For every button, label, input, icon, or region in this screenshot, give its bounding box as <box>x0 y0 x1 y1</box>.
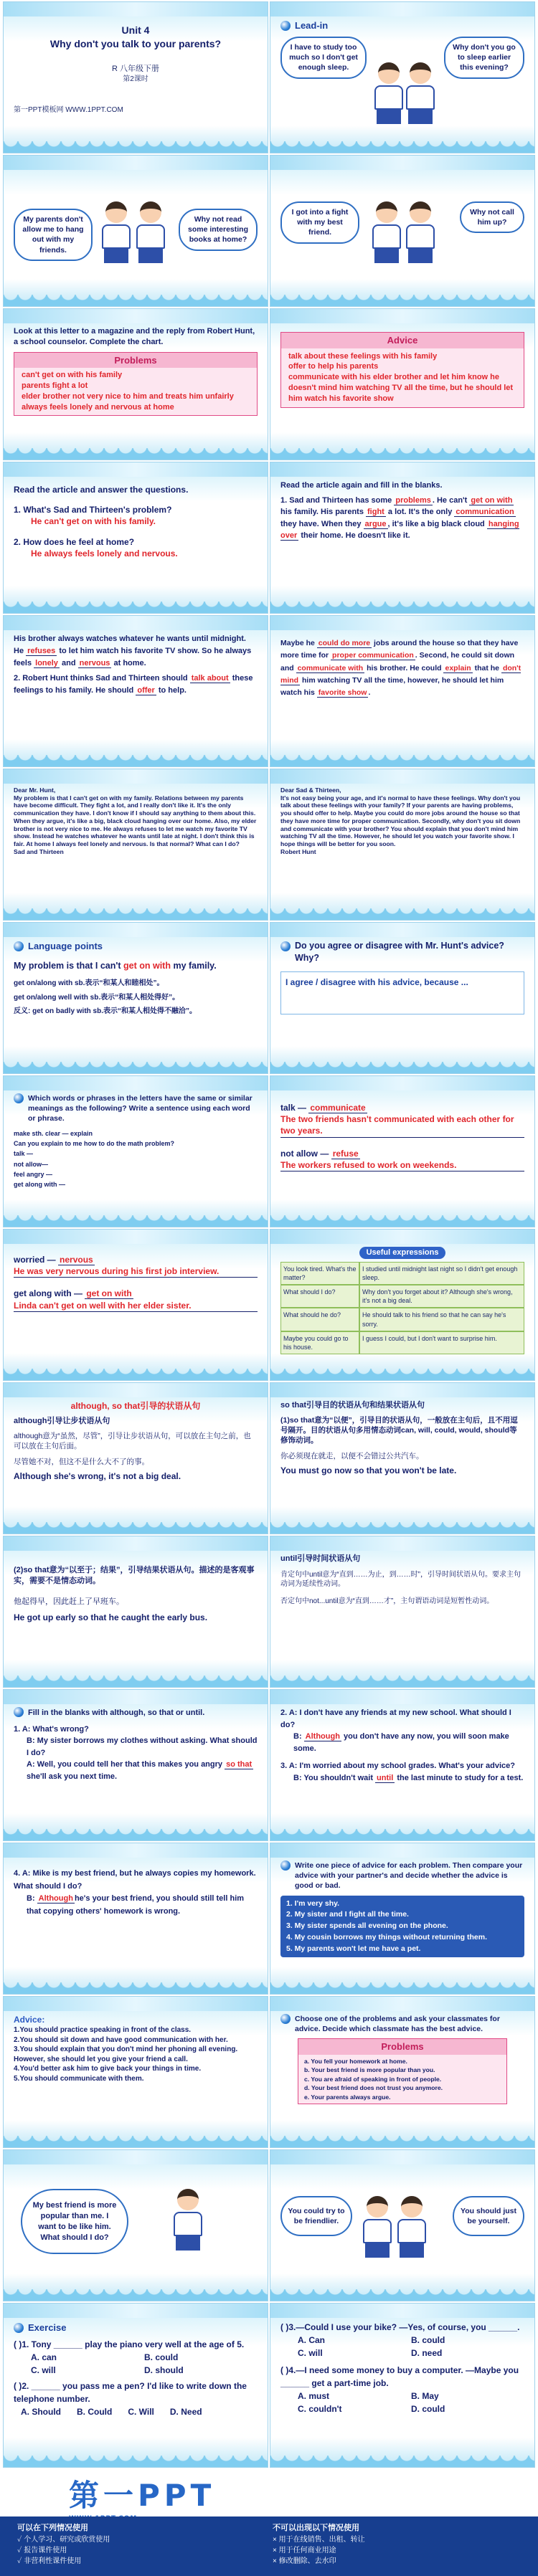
list-item: c. You are afraid of speaking in front of people. <box>304 2075 442 2083</box>
slide-advice-chart <box>270 308 535 460</box>
speech-bubble-right: Why not call him up? <box>460 201 524 233</box>
explanation: although意为“虽然，尽管”，引导让步状语从句，可以放在主句之前，也可以放在主句后面。 <box>14 1432 251 1451</box>
bullet-icon <box>280 2014 291 2024</box>
slide-exercise-fill-3 <box>3 1843 268 1995</box>
list-item: × 用于在线销售、出租、转让 <box>273 2535 365 2544</box>
slide-exercise-fill-2 <box>270 1689 535 1841</box>
list-item: make sth. clear — explain <box>14 1129 93 1137</box>
list-item: not allow— <box>14 1160 48 1168</box>
pair-talk: talk — communicate <box>280 1103 366 1113</box>
options-2 <box>21 2405 258 2418</box>
explanation-2: 否定句中not...until意为“直到……才”，主句谓语动词是短暂性动词。 <box>280 1597 494 1605</box>
slide-lead-in <box>270 1 535 153</box>
heading: Read the article again and fill in the blanks. <box>280 481 443 490</box>
pair-get-along: get along with — get on with <box>14 1288 132 1299</box>
list-item: e. Your parents always argue. <box>304 2093 391 2101</box>
list-item: 2. My sister and I fight all the time. <box>286 1910 409 1919</box>
slide-reply <box>270 769 535 921</box>
answer-2: He always feels lonely and nervous. <box>31 548 178 559</box>
table-cell: Why don't you forget about it? Although she's wrong, it's not a big deal. <box>359 1285 524 1308</box>
student-illustration <box>361 2196 394 2262</box>
slide-choose-problem <box>270 1996 535 2148</box>
explanation: (2)so that意为“以至于；结果”，引导结果状语从句。描述的是客观事实，需要不是情态动词。 <box>14 1566 255 1585</box>
slide-write-advice <box>270 1843 535 1995</box>
passage: His brother always watches whatever he wants until midnight. He refuses to let him watch his favorite TV show. So he always feels lonely and nervous at home. 2. Robert Hunt thinks Sad and Thirteen should talk about these feelings to his family. He should offer to help. <box>14 635 253 695</box>
speech-bubble-left: My parents don't allow me to hang out with my friends. <box>14 209 93 261</box>
slide-heading: although, so that引导的状语从句 <box>70 1401 201 1411</box>
table-cell: I studied until midnight last night so I didn't get enough sleep. <box>359 1262 524 1285</box>
slide-give-advice <box>270 2149 535 2301</box>
box-title: Problems <box>14 353 257 369</box>
lesson-title: Why don't you talk to your parents? <box>49 37 222 49</box>
list-item: 4. My cousin borrows my things without returning them. <box>286 1932 488 1941</box>
bullet-icon <box>14 941 24 951</box>
slide-heading: until引导时间状语从句 <box>280 1554 361 1563</box>
slide-so-that-2 <box>3 1536 268 1688</box>
table-cell: I guess I could, but I don't want to surprise him. <box>359 1331 524 1354</box>
sentence-1: He was very nervous during his first job interview. <box>14 1265 258 1278</box>
slide-language-points <box>3 922 268 1074</box>
options-4 <box>298 2390 524 2415</box>
example-cn: 尽管她不对，但这不是什么大不了的事。 <box>14 1458 149 1467</box>
box-title: Problems <box>298 2039 506 2055</box>
allowed-uses: 可以在下列情况使用 ✓ 个人学习、研究或欣赏使用 ✓ 报告课件使用 ✓ 非营利性课件使用 <box>17 2522 254 2567</box>
option[interactable]: C. Will <box>128 2406 154 2417</box>
example-en: Although she's wrong, it's not a big deal. <box>14 1470 181 1481</box>
list-item: Can you explain to me how to do the math problem? <box>14 1139 175 1147</box>
bullet-icon <box>280 941 291 951</box>
problems-box <box>14 352 258 416</box>
advice-box <box>280 332 524 408</box>
question-3: ( )3.—Could I use your bike? —Yes, of course, you ______. <box>280 2322 520 2332</box>
slide-useful-expressions <box>270 1229 535 1381</box>
student-illustration <box>372 62 405 128</box>
student-illustration <box>370 201 403 267</box>
unit-title: Unit 4 <box>121 24 150 36</box>
slide-so-that-1 <box>270 1382 535 1534</box>
dialogue-line: A: Well, you could tell her that this makes you angry so that she'll ask you next time. <box>27 1760 253 1781</box>
list-item: feel angry — <box>14 1171 53 1179</box>
question-2: ( )2. ______ you pass me a pen? I'd like to write down the telephone number. <box>14 2380 247 2404</box>
option[interactable]: B. could <box>144 2352 179 2362</box>
list-item: 2.You should sit down and have good communication with her. <box>14 2035 228 2044</box>
section-header: Lead-in <box>280 19 524 32</box>
option[interactable]: A. Can <box>298 2335 326 2345</box>
grade-label: R 八年级下册 <box>112 64 159 73</box>
option[interactable]: A. must <box>298 2391 330 2401</box>
slide-fill-blanks-2 <box>3 615 268 767</box>
instruction-text: Choose one of the problems and ask your classmates for advice. Decide which classmate has the best advice. <box>280 2014 524 2034</box>
list-item: 1. I'm very shy. <box>286 1898 340 1908</box>
ppt-logo: 第一PPT <box>69 2478 216 2513</box>
dialogue-line: B: You shouldn't wait until the last minute to study for a test. <box>293 1773 524 1782</box>
bullet-icon <box>14 2323 24 2333</box>
student-illustration <box>100 201 133 267</box>
option[interactable]: A. Should <box>21 2406 61 2417</box>
site-label: 第一PPT模板网 WWW.1PPT.COM <box>14 106 123 115</box>
slide-fill-blanks-1 <box>270 462 535 614</box>
explanation: (1)so that意为“以便”，引导目的状语从句，一般放在主句后，且不用逗号隔开。目的状语从句多用情态动词can, will, could, would, should等修饰动词。 <box>280 1415 518 1445</box>
list-item: 4.You'd better ask him to give back your things in time. <box>14 2065 202 2073</box>
slide-exercise-1 <box>3 2303 268 2468</box>
option[interactable]: B. could <box>411 2335 445 2345</box>
slide-heading: so that引导目的状语从句和结果状语从句 <box>280 1401 425 1410</box>
table-cell: Maybe you could go to his house. <box>280 1331 359 1354</box>
slide-advice-answers <box>3 1996 268 2148</box>
list-item: communicate with his elder brother and let him know he doesn't mind him watching TV all the time, but he should let him watch his favorite show <box>288 373 514 403</box>
example-cn: 他起得早，因此赶上了早班车。 <box>14 1597 124 1606</box>
list-item: elder brother not very nice to him and treats him unfairly <box>22 391 234 401</box>
dialogue-line: B: Although you don't have any now, you will soon make some. <box>293 1732 509 1753</box>
option[interactable]: C. couldn't <box>298 2404 342 2414</box>
lesson-label: 第2课时 <box>123 75 148 83</box>
slide-dialogue-3 <box>270 155 535 307</box>
student-illustration <box>404 201 437 267</box>
dialogue-line: 2. A: I don't have any friends at my new school. What should I do? <box>280 1708 511 1729</box>
box-title: Advice <box>281 333 524 348</box>
student-illustration <box>395 2196 428 2262</box>
options-3 <box>298 2334 524 2359</box>
reply-text: Dear Sad & Thirteen, It's not easy being your age, and it's normal to have these feelings. Why don't you talk about these feelings with your family? If your parents are having problems, you should offer to help. Maybe you could do more jobs around the house so that they have more time for proper communication. Secondly, why don't you sit down and communicate with your brother? You should explain that you don't mind him watching TV all the time. However, he should let you watch your favorite show. I hope things will be better for you soon. Robert Hunt <box>280 786 521 855</box>
option[interactable]: C. will <box>298 2348 323 2358</box>
list-item: ✓ 报告课件使用 <box>17 2546 67 2554</box>
letter-text: Dear Mr. Hunt, My problem is that I can't get on with my family. Relations between my parents have become difficult. They fight a lot, and I really don't like it. It's the only communication they have. I don't know if I should say anything to them about this. When they argue, it's like a big, black cloud hanging over our home. Also, my elder brother is not very nice to me. He always refuses to let me watch my favorite TV show. Instead he watches whatever he wants until late at night. I don't think this is fair. At home I always feel lonely and nervous. Is that normal? What can I do? Sad and Thirteen <box>14 786 257 855</box>
slide-synonyms-answers-1 <box>270 1075 535 1227</box>
license-panel <box>0 2516 538 2576</box>
question-1: ( )1. Tony ______ play the piano very well at the age of 5. <box>14 2339 245 2349</box>
problems-box <box>298 2038 507 2104</box>
instruction-text: Which words or phrases in the letters have the same or similar meanings as the following? Write a sentence using each word or phrase. <box>14 1093 258 1124</box>
option[interactable]: D. Need <box>169 2406 202 2417</box>
options-1 <box>31 2351 258 2377</box>
list-item: ✓ 个人学习、研究或欣赏使用 <box>17 2535 110 2544</box>
subheading: although引导让步状语从句 <box>14 1417 110 1426</box>
slide-synonyms-answers-2 <box>3 1229 268 1381</box>
student-illustration <box>404 62 437 128</box>
slide-exercise-fill-1 <box>3 1689 268 1841</box>
instruction-text: Look at this letter to a magazine and the reply from Robert Hunt, a school counselor. Complete the chart. <box>14 327 255 346</box>
option[interactable]: C. will <box>31 2364 56 2375</box>
heading: Read the article and answer the questions. <box>14 485 189 495</box>
list-item: offer to help his parents <box>288 362 379 371</box>
slide-although <box>3 1382 268 1534</box>
list-item: can't get on with his family <box>22 371 123 380</box>
note-1: get on/along with sb.表示“和某人和睦相处”。 <box>14 979 164 988</box>
slide-problems-chart <box>3 308 268 460</box>
slide-discussion <box>270 922 535 1074</box>
expressions-table <box>280 1262 524 1354</box>
slide-title <box>3 1 268 153</box>
note-3: 反义: get on badly with sb.表示“和某人相处得不融洽”。 <box>14 1007 197 1016</box>
dialogue-line: 1. A: What's wrong? <box>14 1724 89 1734</box>
list-item: 1.You should practice speaking in front of the class. <box>14 2026 192 2035</box>
slide-until <box>270 1536 535 1688</box>
list-item: 5. My parents won't let me have a pet. <box>286 1944 421 1953</box>
list-item: talk about these feelings with his family <box>288 351 438 361</box>
speech-bubble-left: You could try to be friendlier. <box>280 2196 352 2236</box>
sentence-1: The two friends hasn't communicated with each other for two years. <box>280 1113 524 1137</box>
student-illustration <box>134 201 167 267</box>
example-en: He got up early so that he caught the early bus. <box>14 1612 208 1622</box>
bullet-icon <box>280 21 291 31</box>
answer-1: He can't get on with his family. <box>31 516 156 527</box>
list-item: 3. My sister spends all evening on the phone. <box>286 1921 448 1931</box>
example-en: You must go now so that you won't be late. <box>280 1465 457 1475</box>
sentence-2: The workers refused to work on weekends. <box>280 1159 524 1171</box>
problem-list <box>280 1896 524 1958</box>
table-cell: What should he do? <box>280 1308 359 1331</box>
table-cell: He should talk to his friend so that he can say he's sorry. <box>359 1308 524 1331</box>
key-sentence: My problem is that I can't get on with my family. <box>14 960 217 971</box>
dialogue-line: 4. A: Mike is my best friend, but he always copies my homework. What should I do? <box>14 1869 256 1891</box>
slide-exercise-2 <box>270 2303 535 2468</box>
bullet-icon <box>14 1707 24 1717</box>
bullet-icon <box>14 1093 24 1103</box>
option[interactable]: B. May <box>411 2391 439 2401</box>
instruction-text: Write one piece of advice for each problem. Then compare your advice with your partner's and decide whether the advice is good or bad. <box>280 1860 524 1891</box>
list-item: × 修改删除、去水印 <box>273 2557 336 2565</box>
list-item: × 用于任何商业用途 <box>273 2546 336 2554</box>
pair-not-allow: not allow — refuse <box>280 1148 359 1159</box>
table-title: Useful expressions <box>359 1247 446 1259</box>
pair-worried: worried — nervous <box>14 1255 93 1265</box>
slide-letter <box>3 769 268 921</box>
slide-ask-advice <box>3 2149 268 2301</box>
slide-questions <box>3 462 268 614</box>
example-cn: 你必须现在就走，以便不会错过公共汽车。 <box>280 1452 424 1461</box>
slide-synonyms <box>3 1075 268 1227</box>
list-item: d. Your best friend does not trust you anymore. <box>304 2084 443 2092</box>
option[interactable]: A. can <box>31 2352 57 2362</box>
list-item: ✓ 非营利性课件使用 <box>17 2557 82 2565</box>
list-item: b. Your best friend is more popular than you. <box>304 2066 435 2074</box>
slide-heading: Advice: <box>14 2015 45 2025</box>
note-2: get on/along well with sb.表示“和某人相处得好”。 <box>14 993 180 1002</box>
discussion-question: Do you agree or disagree with Mr. Hunt's advice? Why? <box>280 940 524 964</box>
explanation-1: 肯定句中until意为“直到……为止，到……时”，引导时间状语从句。要求主句动词为延续性动词。 <box>280 1570 522 1589</box>
speech-bubble: My best friend is more popular than me. I want to be like him. What should I do? <box>21 2189 128 2254</box>
table-cell: What should I do? <box>280 1285 359 1308</box>
list-item: a. You fell your homework at home. <box>304 2057 407 2065</box>
speech-bubble-left: I have to study too much so I don't get enough sleep. <box>280 37 367 79</box>
list-item: 5.You should communicate with them. <box>14 2074 144 2083</box>
list-item: get along with — <box>14 1181 65 1189</box>
passage: 1. Sad and Thirteen has some problems . He can't get on with his family. His parents fight a lot. It's the only communication they have. When they argue , it's like a big black cloud hanging over their home. He doesn't like it. <box>280 495 519 540</box>
list-item: parents fight a lot <box>22 381 88 391</box>
dialogue-line: B: My sister borrows my clothes without asking. What should I do? <box>27 1736 258 1757</box>
question-2: 2. How does he feel at home? <box>14 536 135 547</box>
sentence-2: Linda can't get on well with her elder sister. <box>14 1300 258 1312</box>
list-item: always feels lonely and nervous at home <box>22 402 174 412</box>
bullet-icon <box>280 1860 291 1871</box>
speech-bubble-left: I got into a fight with my best friend. <box>280 201 359 244</box>
speech-bubble-right: Why don't you go to sleep earlier this evening? <box>444 37 524 79</box>
disallowed-uses: 不可以出现以下情况使用 × 用于在线销售、出租、转让 × 用于任何商业用途 × 修改删除、去水印 <box>273 2522 516 2567</box>
table-cell: You look tired. What's the matter? <box>280 1262 359 1285</box>
question-4: ( )4.—I need some money to buy a computer. —Maybe you ______ get a part-time job. <box>280 2365 519 2388</box>
list-item: talk — <box>14 1150 34 1158</box>
speech-bubble-right: Why not read some interesting books at home? <box>179 209 258 251</box>
dialogue-line: B: Although he's your best friend, you should still tell him that copying others' homework is wrong. <box>27 1894 245 1916</box>
slide-fill-blanks-3 <box>270 615 535 767</box>
instruction-text: Fill in the blanks with although, so that or until. <box>14 1707 258 1719</box>
question-1: 1. What's Sad and Thirteen's problem? <box>14 505 172 515</box>
option[interactable]: D. need <box>411 2348 443 2358</box>
speech-bubble-right: You should just be yourself. <box>453 2196 524 2236</box>
list-item: 3.You should explain that you don't mind her phoning all evening. However, she should let you give your friend a call. <box>14 2045 238 2063</box>
passage: Maybe he could do more jobs around the house so that they have more time for proper communication . Second, he could sit down and communicate with his brother. He could explain that he don't mind him watching TV all the time, however, he should let him watch his favorite show . <box>280 639 522 698</box>
option[interactable]: D. should <box>144 2364 184 2375</box>
option[interactable]: D. could <box>411 2404 445 2414</box>
dialogue-line: 3. A: I'm worried about my school grades. What's your advice? <box>280 1762 515 1770</box>
section-header: Exercise <box>14 2321 258 2335</box>
student-illustration <box>171 2189 204 2255</box>
section-header: Language points <box>14 940 258 953</box>
answer-box: I agree / disagree with his advice, because ... <box>280 971 524 1014</box>
slide-dialogue-2 <box>3 155 268 307</box>
option[interactable]: B. Could <box>77 2406 113 2417</box>
